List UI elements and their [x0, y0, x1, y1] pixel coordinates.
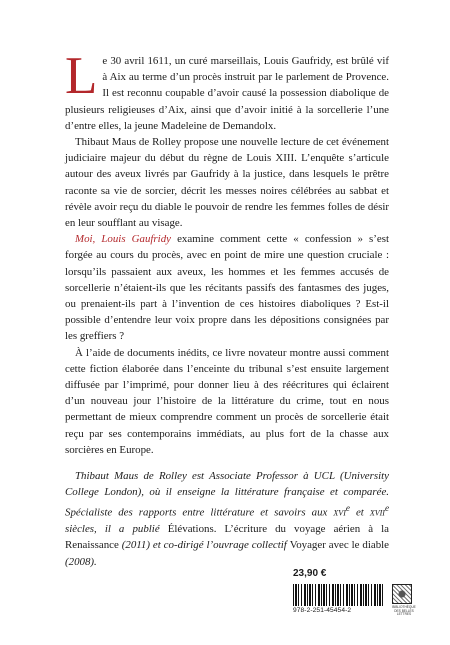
paragraph-2: Thibaut Maus de Rolley propose une nouvelle lecture de cet événement judiciaire majeur du début du règne de Louis XIII. L’enquête s’articule autour des aveux livrés par Gaufridy à la justice, dans lesquels le prêtre raconte sa vie de sorcier, décrit les messes noires célébrées au sabbat et révèle avoir reçu du diable le pouvoir de rendre les femmes folles de désir en leur soufflant au visage. [65, 136, 389, 230]
century-16: xvi [333, 507, 346, 520]
bio-year-2: (2008). [65, 555, 97, 568]
book-title-inline: Moi, Louis Gaufridy [75, 233, 171, 246]
summary-text [65, 47, 389, 458]
bio-text-1: Thibaut Maus de Rolley est Associate Professor à UCL (University College London), où il enseigne la littérature française et comparée. Spécialiste des rapports entre littérature et savoirs aux [65, 470, 389, 520]
publisher-logo-icon [392, 584, 412, 604]
bio-text-2: siècles, il a publié [65, 523, 168, 536]
bio-text-mid: et [349, 507, 370, 520]
paragraph-1 [65, 47, 389, 134]
paragraph-4: À l’aide de documents inédits, ce livre novateur montre aussi comment cette fiction élaborée dans l’enceinte du tribunal s’est ensuite largement diffusée par l’imprimé, pour donner lieu à des réécritures qui éclairent d’un nouveau jour l’histoire de la littérature du crime, tout en nous permettant de mieux comprendre comment un procès de sorcellerie était reçu par ses contemporains immédiats, au plus fort de la chasse aux sorcières en Europe. [65, 346, 389, 456]
paragraph-3-text: examine comment cette « confession » s’est forgée au cours du procès, avec en point de mire une question cruciale : lorsqu’ils passaient aux aveux, les hommes et les femmes accusés de sorcellerie n’étaient-ils que les récitants passifs des fantasmes des juges, ou prenaient-ils part à l’invention de ces histoires diaboliques ? Est-il possible d’entendre leur voix propre dans les dépositions consignées par les greffiers ? [65, 233, 389, 343]
barcode [293, 584, 385, 606]
book-title-elevations: Élévations [167, 523, 214, 536]
bio-text-4: et co-dirigé l’ouvrage collectif [152, 539, 290, 552]
isbn-number: 978-2-251-45454-2 [293, 607, 352, 614]
author-bio [65, 468, 389, 570]
publisher-logo-caption: BIBLIOTHÈQUE DES BELLES LETTRES [392, 605, 416, 616]
century-17: xvii [369, 507, 385, 520]
century-16-sup: e [345, 503, 350, 514]
bio-year-1: (2011) [118, 539, 153, 552]
drop-cap: L [65, 47, 98, 105]
paragraph-3 [65, 231, 389, 344]
price-label: 23,90 € [293, 568, 327, 579]
paragraph-1-text: e 30 avril 1611, un curé marseillais, Louis Gaufridy, est brûlé vif à Aix au terme d’un procès instruit par le parlement de Provence. Il est reconnu coupable d’avoir causé la possession diabolique de plusieurs religieuses d’Aix, ainsi que d’avoir initié à la sorcellerie l’une d’entre elles, la jeune Madeleine de Demandolx. [65, 55, 389, 132]
book-title-voyager: Voyager avec le diable [289, 539, 389, 552]
century-17-sup: e [384, 503, 389, 514]
bio-text-3: . L’écriture du voyage aérien à la Renaissance [65, 523, 389, 552]
bio-paragraph [65, 468, 389, 570]
